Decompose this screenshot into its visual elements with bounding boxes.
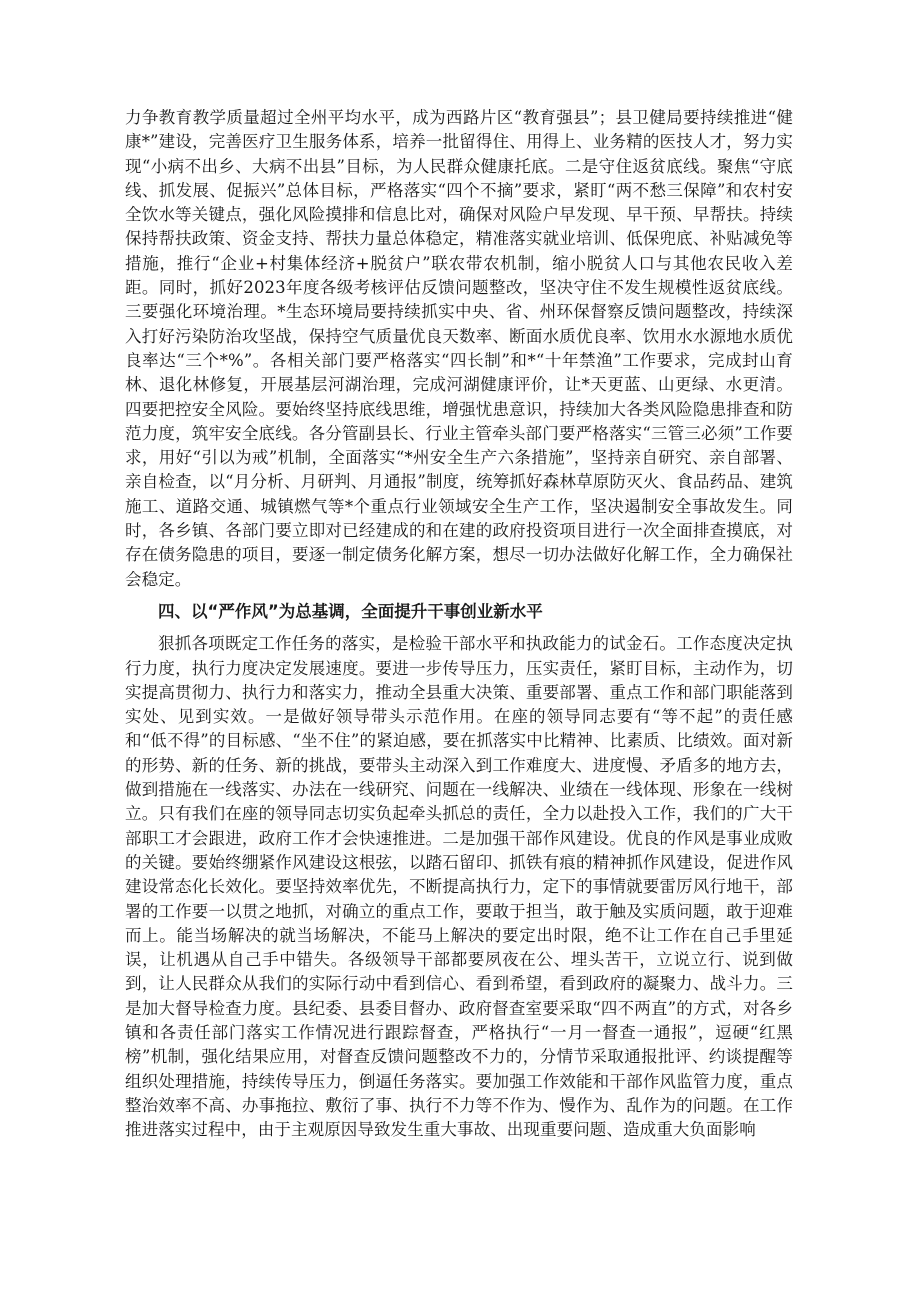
section-heading: 四、以“严作风”为总基调，全面提升干事创业新水平 — [158, 601, 543, 621]
body-paragraph-continued: 力争教育教学质量超过全州平均水平，成为西路片区“教育强县”；县卫健局要持续推进“健康*”建设，完善医疗卫生服务体系，培养一批留得住、用得上、业务精的医技人才，努力实现“小病不出乡、大病不出县”目标，为人民群众健康托底。二是守住返贫底线。聚焦“守底线、抓发展、促振兴”总体目标，严格落实“四个不摘”要求，紧盯“两不愁三保障”和农村安全饮水等关键点，强化风险摸排和信息比对，确保对风险户早发现、早干预、早帮扶。持续保持帮扶政策、资金支持、帮扶力量总体稳定，精准落实就业培训、低保兜底、补贴减免等措施，推行“企业+村集体经济+脱贫户”联农带农机制，缩小脱贫人口与其他农民收入差距。同时，抓好2023年度各级考核评估反馈问题整改，坚决守住不发生规模性返贫底线。三要强化环境治理。*生态环境局要持续抓实中央、省、州环保督察反馈问题整改，持续深入打好污染防治攻坚战，保持空气质量优良天数率、断面水质优良率、饮用水水源地水质优良率达“三个*%”。各相关部门要严格落实“四长制”和*“十年禁渔”工作要求，完成封山育林、退化林修复，开展基层河湖治理，完成河湖健康评价，让*天更蓝、山更绿、水更清。四要把控安全风险。要始终坚持底线思维，增强忧患意识，持续加大各类风险隐患排查和防范力度，筑牢安全底线。各分管副县长、行业主管牵头部门要严格落实“三管三必须”工作要求，用好“引以为戒”机制，全面落实“*州安全生产六条措施”，坚持亲自研究、亲自部署、亲自检查，以“月分析、月研判、月通报”制度，统筹抓好森林草原防灭火、食品药品、建筑施工、道路交通、城镇燃气等*个重点行业领域安全生产工作，坚决遏制安全事故发生。同时，各乡镇、各部门要立即对已经建成的和在建的政府投资项目进行一次全面排查摸底，对存在债务隐患的项目，要逐一制定债务化解方案，想尽一切办法做好化解工作，全力确保社会稳定。 — [125, 108, 793, 589]
body-paragraph: 狠抓各项既定工作任务的落实，是检验干部水平和执政能力的试金石。工作态度决定执行力度，执行力度决定发展速度。要进一步传导压力，压实责任，紧盯目标，主动作为，切实提高贯彻力、执行力和落实力，推动全县重大决策、重要部署、重点工作和部门职能落到实处、见到实效。一是做好领导带头示范作用。在座的领导同志要有“等不起”的责任感和“低不得”的目标感、“坐不住”的紧迫感，要在抓落实中比精神、比素质、比绩效。面对新的形势、新的任务、新的挑战，要带头主动深入到工作难度大、进度慢、矛盾多的地方去，做到措施在一线落实、办法在一线研究、问题在一线解决、业绩在一线体现、形象在一线树立。只有我们在座的领导同志切实负起牵头抓总的责任，全力以赴投入工作，我们的广大干部职工才会跟进，政府工作才会快速推进。二是加强干部作风建设。优良的作风是事业成败的关键。要始终绷紧作风建设这根弦，以踏石留印、抓铁有痕的精神抓作风建设，促进作风建设常态化长效化。要坚持效率优先，不断提高执行力，定下的事情就要雷厉风行地干，部署的工作要一以贯之地抓，对确立的重点工作，要敢于担当，敢于触及实质问题，敢于迎难而上。能当场解决的就当场解决，不能马上解决的要定出时限，绝不让工作在自己手里延误，让机遇从自己手中错失。各级领导干部都要夙夜在公、埋头苦干，立说立行、说到做到，让人民群众从我们的实际行动中看到信心、看到希望，看到政府的凝聚力、战斗力。三是加大督导检查力度。县纪委、县委目督办、政府督查室要采取“四不两直”的方式，对各乡镇和各责任部门落实工作情况进行跟踪督查，严格执行“一月一督查一通报”，逗硬“红黑榜”机制，强化结果应用，对督查反馈问题整改不力的，分情节采取通报批评、约谈提醒等组织处理措施，持续传导压力，倒逼任务落实。要加强工作效能和干部作风监管力度，重点整治效率不高、办事拖拉、敷衍了事、执行不力等不作为、慢作为、乱作为的问题。在工作推进落实过程中，由于主观原因导致发生重大事故、出现重要问题、造成重大负面影响 — [125, 634, 793, 1140]
document-page — [125, 106, 793, 1142]
